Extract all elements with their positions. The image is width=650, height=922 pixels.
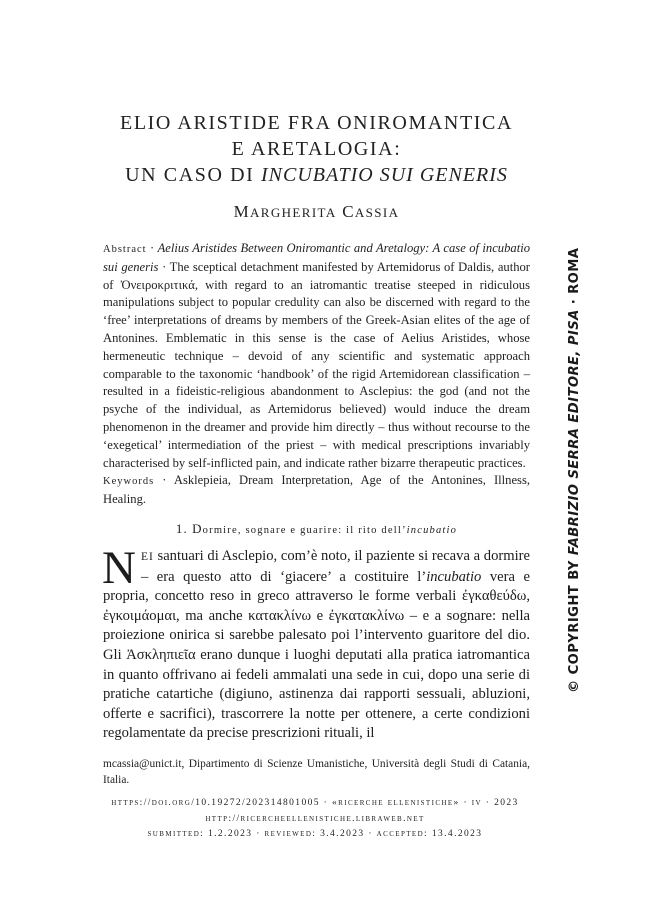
dates-line: submitted: 1.2.2023 · reviewed: 3.4.2023 · accepted: 13.4.2023: [147, 829, 483, 839]
author-name: [103, 202, 530, 222]
abstract-separator: ·: [146, 241, 158, 255]
abstract-text: · The sceptical detachment manifested by Artemidorus of Daldis, author of Ὀνειροκριτικά, with regard to an iatromantic treatise steeped in ridiculous manipulations subject to popular credulity can also be discerned with regard to the ‘free’ interpretations of dreams by members of the Greek-Asian elites of the age of Antonines. Emblematic in this sense is the case of Aelius Aristides, whose hermeneutic technique – devoid of any scientific and systematic approach comparable to the taxonomic ‘handbook’ of the rigid Artemidorean classification – resulted in a fideistic-religious abandonment to Asclepius: the god (and not the psyche of the individual, as Artemidorus believed) would induce the dream phenomenon in the dreamer and provide him directly – thus without recourse to the ‘exegetical’ intermediation of the priest – with medical prescriptions invariably characterised by self-inflicted pain, and indicate rather bizarre therapeutic practices.: [103, 259, 530, 470]
author-first-initial: M: [233, 202, 250, 221]
author-last-initial: C: [342, 202, 355, 221]
article-title: [103, 110, 530, 222]
title-line-3-italic: INCUBATIO SUI GENERIS: [261, 164, 508, 186]
keywords-text: Asklepieia, Dream Interpretation, Age of the Antonines, Illness, Healing.: [103, 473, 531, 507]
body-text-b: vera e propria, concetto reso in greco attraverso le forme verbali ἐγκαθεύδω, ἐγκοιμάομαι, ma anche κατακλίνω e ἐγκατακλίνω – e a sognare: nella proiezione onirica si sarebbe palesato poi l’intervento guaritore del dio. Gli Ἀσκληπιεῖα erano dunque i luoghi deputati alla pratica iatromantica in quanto offrivano ai fedeli ammalati una sede in cui, dopo una serie di pratiche catartiche (digiuno, astinenza dai rapporti sessuali, abluzioni, offerte e sacrifici), trascorrere la notte per ottenere, a certe condizioni regolamentate da precise prescrizioni rituali, il: [103, 568, 530, 742]
section-title-italic: incubatio: [406, 525, 458, 536]
copyright-notice: [567, 223, 582, 693]
title-line-3-prefix: UN CASO DI: [125, 164, 262, 186]
body-text: [102, 542, 530, 744]
author-footnote: mcassia@unict.it, Dipartimento di Scienze Umanistiche, Università degli Studi di Catania, Italia.: [103, 758, 530, 786]
title-line-3: [103, 162, 530, 188]
author-first-rest: ARGHERITA: [249, 205, 337, 220]
body-text-a: santuari di Asclepio, com’è noto, il paziente si recava a dormire – era questo atto di ‘giacere’ a costituire l’: [140, 548, 530, 585]
author-last-rest: ASSIA: [354, 205, 400, 220]
copyright-publisher: FABRIZIO SERRA EDITORE, PISA: [567, 309, 582, 556]
drop-cap: N: [102, 542, 136, 594]
copyright-suffix: · ROMA: [567, 247, 582, 310]
section-number: 1.: [175, 521, 188, 536]
abstract: [103, 240, 530, 509]
abstract-label: Abstract: [103, 244, 147, 255]
keywords-label: Keywords: [103, 476, 155, 488]
doi-line: https://doi.org/10.19272/202314801005 · «ricerche ellenistiche» · iv · 2023: [111, 798, 519, 808]
body-paragraph: [102, 542, 530, 744]
section-heading: [103, 521, 530, 537]
body-incubatio: incubatio: [426, 568, 482, 585]
copyright-prefix: © COPYRIGHT BY: [567, 555, 582, 693]
section-title: ormire, sognare e guarire: il rito dell’: [202, 525, 407, 536]
title-line-2: E ARETALOGIA:: [231, 138, 402, 160]
website-line: http://ricercheellenistiche.libraweb.net: [205, 814, 425, 824]
drop-cap-rest: EI: [140, 551, 154, 563]
keywords: [103, 472, 530, 509]
keywords-separator: ·: [154, 473, 174, 488]
abstract-english-title: Aelius Aristides Between Oniromantic and Aretalogy: A case of incubatio sui generis: [103, 241, 530, 274]
section-initial: D: [192, 521, 203, 536]
title-line-1: ELIO ARISTIDE FRA ONIROMANTICA: [120, 112, 513, 134]
abstract-paragraph: [103, 240, 530, 472]
